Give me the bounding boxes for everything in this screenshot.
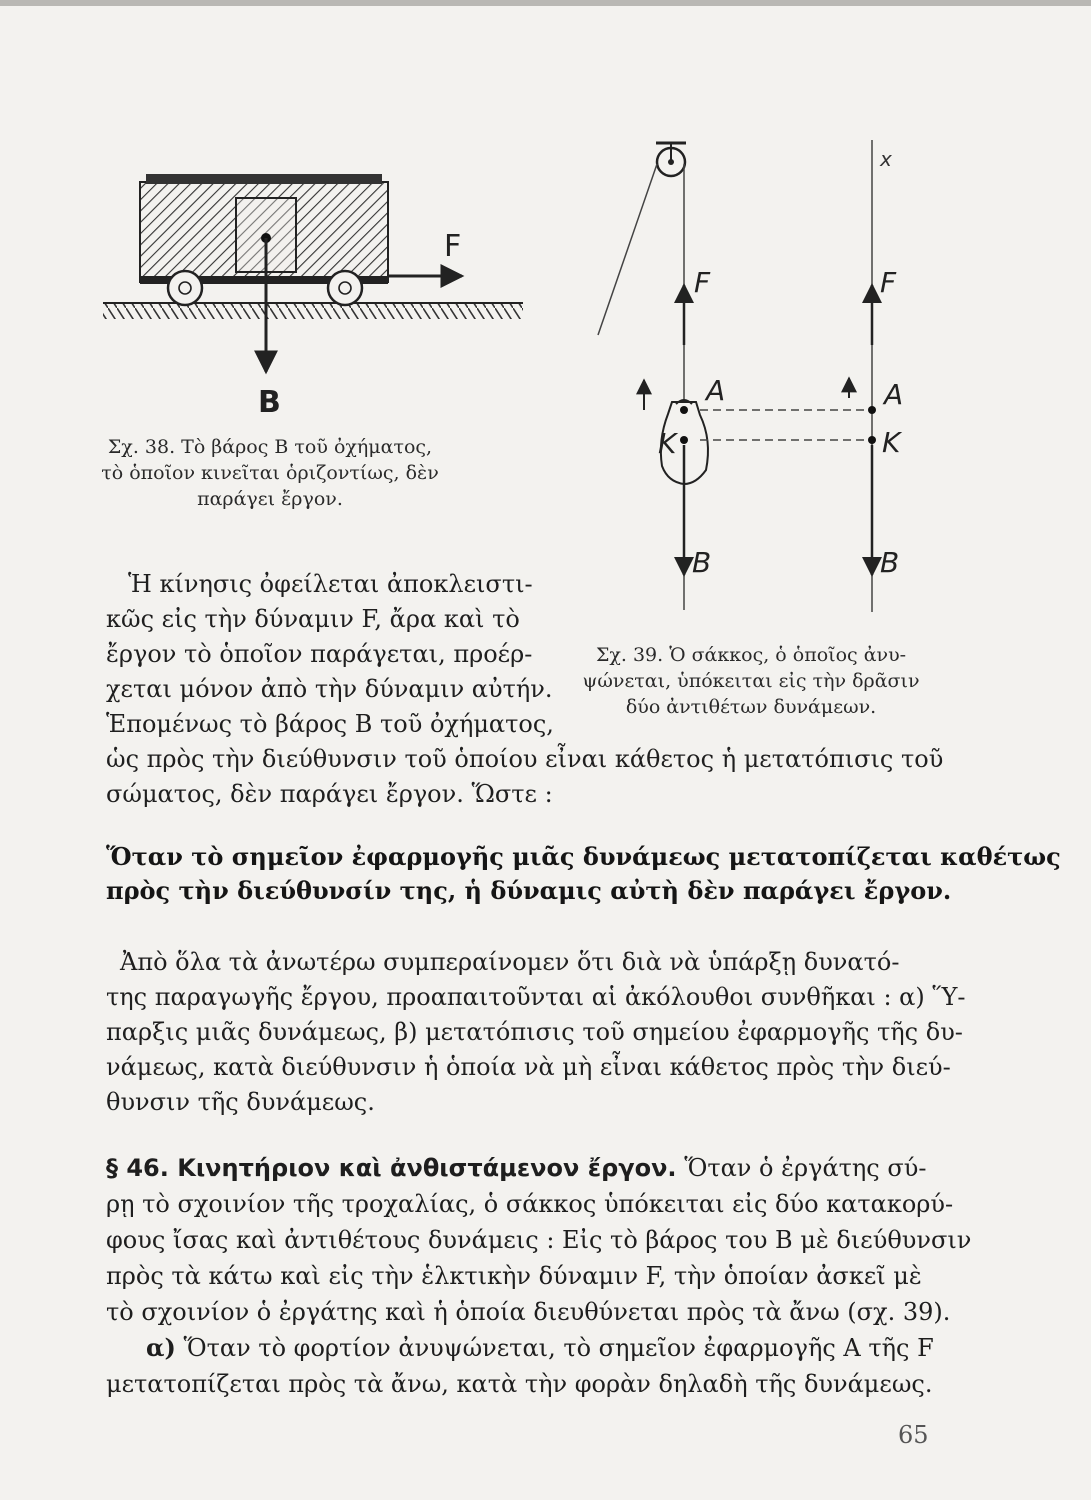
caption-line: δύο ἀντιθέτων δυνάμεων.: [625, 696, 877, 718]
label-b-left: B: [692, 546, 712, 579]
rule-line: πρὸς τὴν διεύθυνσίν της, ἡ δύναμις αὐτὴ δὲν παράγει ἔργον.: [106, 876, 952, 905]
text-line: τὸ σχοινίον ὁ ἐργάτης καὶ ἡ ὁποία διευθύνεται πρὸς τὰ ἄνω (σχ. 39).: [106, 1298, 951, 1326]
cart-wheel-right: [328, 271, 362, 305]
label-a-left: A: [706, 374, 726, 407]
label-k-left: K: [658, 427, 677, 460]
text-line: νάμεως, κατὰ διεύθυνσιν ἡ ὁποία νὰ μὴ εἶναι κάθετος πρὸς τὴν διεύ-: [106, 1053, 951, 1081]
page-number: 65: [898, 1421, 929, 1449]
ground-hatching: [103, 303, 523, 319]
text-line: ρῃ τὸ σχοινίον τῆς τροχαλίας, ὁ σάκκος ὑπόκειται εἰς δύο κατακορύ-: [106, 1190, 954, 1218]
caption-line: τὸ ὁποῖον κινεῖται ὁριζοντίως, δὲν: [101, 462, 439, 484]
text-line: Ἀπὸ ὅλα τὰ ἀνωτέρω συμπεραίνομεν ὅτι διὰ νὰ ὑπάρξῃ δυνατό-: [120, 948, 900, 976]
section-heading: § 46. Κινητήριον καὶ ἀνθιστάμενον ἔργον.: [106, 1154, 677, 1182]
text-line: μετατοπίζεται πρὸς τὰ ἄνω, κατὰ τὴν φορὰν δηλαδὴ τῆς δυνάμεως.: [106, 1370, 933, 1398]
text-line: Ὅταν ὁ ἐργάτης σύ-: [676, 1154, 927, 1182]
label-f: F: [444, 229, 462, 264]
text-line: φους ἴσας καὶ ἀντιθέτους δυνάμεις : Εἰς τὸ βάρος του Β μὲ διεύθυνσιν: [106, 1226, 972, 1254]
rule-line: Ὅταν τὸ σημεῖον ἐφαρμογῆς μιᾶς δυνάμεως μετατοπίζεται καθέτως: [106, 842, 1061, 871]
text-line: κῶς εἰς τὴν δύναμιν F, ἄρα καὶ τὸ: [106, 605, 520, 633]
text-line: Ἡ κίνησις ὀφείλεται ἀποκλειστι-: [128, 570, 533, 598]
text-line: Ὅταν τὸ φορτίον ἀνυψώνεται, τὸ σημεῖον ἐφαρμογῆς Α τῆς F: [175, 1334, 934, 1362]
label-b: B: [258, 385, 281, 420]
caption-line: παράγει ἔργον.: [197, 488, 343, 510]
caption-line: Σχ. 39. Ὁ σάκκος, ὁ ὁποῖος ἀνυ-: [595, 644, 907, 666]
text-line: θυνσιν τῆς δυνάμεως.: [106, 1088, 375, 1116]
label-x: x: [880, 147, 892, 171]
text-line: πρὸς τὰ κάτω καὶ εἰς τὴν ἑλκτικὴν δύναμιν F, τὴν ὁποίαν ἀσκεῖ μὲ: [106, 1262, 922, 1290]
figure-39-diagram: [598, 140, 903, 612]
label-f-left: F: [694, 266, 711, 299]
item-a-label: α): [146, 1333, 176, 1362]
label-a-right: A: [884, 378, 904, 411]
caption-line: Σχ. 38. Τὸ βάρος Β τοῦ ὀχήματος,: [107, 436, 433, 458]
text-line: παρξις μιᾶς δυνάμεως, β) μετατόπισις τοῦ σημείου ἐφαρμογῆς τῆς δυ-: [106, 1018, 963, 1046]
label-f-right: F: [880, 266, 897, 299]
bold-rule-statement: [106, 840, 1061, 908]
cart-wheel-left: [168, 271, 202, 305]
section-46: [106, 1150, 972, 1402]
paragraph-2: [106, 945, 966, 1120]
figure-39-caption: [566, 642, 936, 720]
text-line: ὡς πρὸς τὴν διεύθυνσιν τοῦ ὁποίου εἶναι κάθετος ἡ μετατόπισις τοῦ: [106, 745, 944, 773]
cart-top-rail: [146, 174, 382, 184]
figure-38-caption: [100, 434, 440, 512]
pulley-rope-pull: [598, 164, 657, 335]
caption-line: ψώνεται, ὑπόκειται εἰς τὴν δρᾶσιν: [582, 670, 920, 692]
paragraph-1-wide: [106, 742, 944, 812]
text-line: Ἑπομένως τὸ βάρος Β τοῦ ὀχήματος,: [106, 710, 554, 738]
label-k-right: K: [882, 426, 901, 459]
paragraph-1-narrow: [106, 567, 556, 742]
text-line: ἔργον τὸ ὁποῖον παράγεται, προέρ-: [106, 640, 533, 668]
text-line: χεται μόνον ἀπὸ τὴν δύναμιν αὐτήν.: [106, 675, 553, 703]
text-line: σώματος, δὲν παράγει ἔργον. Ὥστε :: [106, 780, 553, 808]
text-line: της παραγωγῆς ἔργου, προαπαιτοῦνται αἱ ἀκόλουθοι συνθῆκαι : α) Ὕ-: [106, 983, 966, 1011]
label-b-right: B: [880, 546, 900, 579]
